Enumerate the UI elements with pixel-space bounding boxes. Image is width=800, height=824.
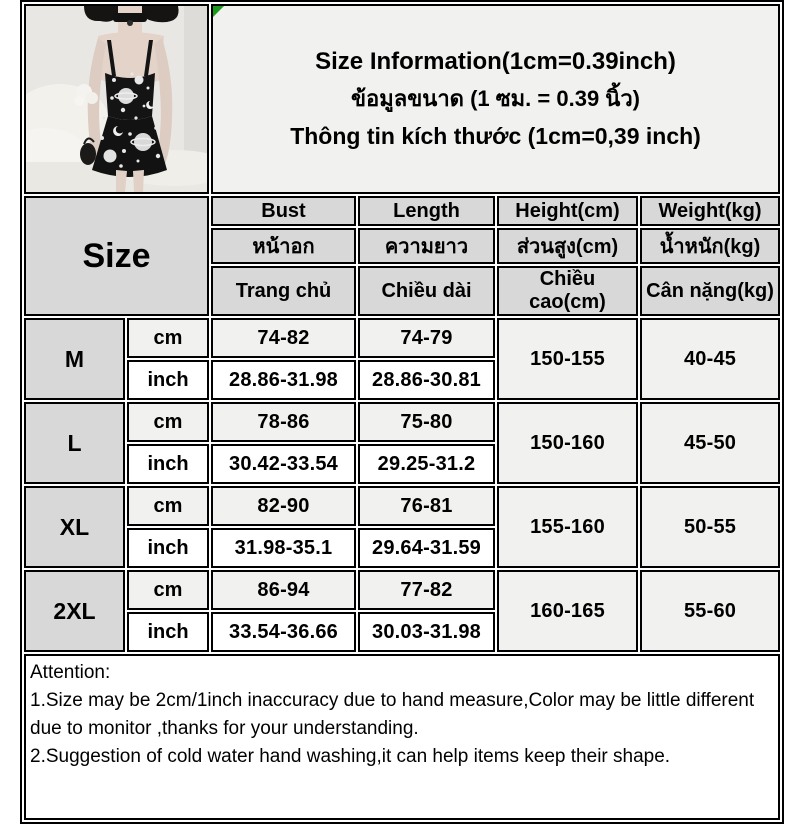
size-label-2xl: 2XL [24, 570, 125, 652]
product-photo [24, 4, 209, 194]
header-weight-en: Weight(kg) [640, 196, 780, 226]
header-bust-th: หน้าอก [211, 228, 356, 264]
product-photo-illustration [26, 6, 209, 192]
size-table [20, 0, 784, 824]
2xl-length-inch: 30.03-31.98 [358, 612, 495, 652]
unit-cm: cm [127, 486, 209, 526]
size-label-m: M [24, 318, 125, 400]
header-height-th: ส่วนสูง(cm) [497, 228, 638, 264]
unit-cm: cm [127, 402, 209, 442]
l-length-inch: 29.25-31.2 [358, 444, 495, 484]
top-banner-row [24, 4, 780, 194]
unit-cm: cm [127, 570, 209, 610]
unit-inch: inch [127, 528, 209, 568]
unit-inch: inch [127, 444, 209, 484]
attention-row [24, 654, 780, 820]
xl-length-cm: 76-81 [358, 486, 495, 526]
m-length-inch: 28.86-30.81 [358, 360, 495, 400]
m-length-cm: 74-79 [358, 318, 495, 358]
2xl-weight: 55-60 [640, 570, 780, 652]
size-info-title-panel [211, 4, 780, 194]
unit-cm: cm [127, 318, 209, 358]
header-length-vi: Chiều dài [358, 266, 495, 316]
2xl-height: 160-165 [497, 570, 638, 652]
attention-heading: Attention: [30, 662, 111, 683]
header-bust-en: Bust [211, 196, 356, 226]
xl-bust-cm: 82-90 [211, 486, 356, 526]
header-bust-vi: Trang chủ [211, 266, 356, 316]
xl-height: 155-160 [497, 486, 638, 568]
2xl-length-cm: 77-82 [358, 570, 495, 610]
title-thai: ข้อมูลขนาด (1 ซม. = 0.39 นิ้ว) [351, 86, 641, 111]
m-bust-cm: 74-82 [211, 318, 356, 358]
2xl-bust-inch: 33.54-36.66 [211, 612, 356, 652]
green-corner-marker-icon [213, 6, 224, 17]
row-l-cm [24, 402, 780, 442]
l-weight: 45-50 [640, 402, 780, 484]
l-height: 150-160 [497, 402, 638, 484]
row-2xl-cm [24, 570, 780, 610]
l-length-cm: 75-80 [358, 402, 495, 442]
xl-bust-inch: 31.98-35.1 [211, 528, 356, 568]
size-corner-header: Size [24, 196, 209, 316]
header-weight-th: น้ำหนัก(kg) [640, 228, 780, 264]
header-height-en: Height(cm) [497, 196, 638, 226]
attention-notes [24, 654, 780, 820]
attention-item-1: 1.Size may be 2cm/1inch inaccuracy due to hand measure,Color may be little different due to monitor ,thanks for your understanding. [30, 690, 755, 739]
m-bust-inch: 28.86-31.98 [211, 360, 356, 400]
m-weight: 40-45 [640, 318, 780, 400]
2xl-bust-cm: 86-94 [211, 570, 356, 610]
xl-weight: 50-55 [640, 486, 780, 568]
row-xl-cm [24, 486, 780, 526]
title-vietnamese: Thông tin kích thước (1cm=0,39 inch) [290, 123, 701, 149]
m-height: 150-155 [497, 318, 638, 400]
size-label-l: L [24, 402, 125, 484]
unit-inch: inch [127, 612, 209, 652]
unit-inch: inch [127, 360, 209, 400]
attention-item-2: 2.Suggestion of cold water hand washing,it can help items keep their shape. [30, 746, 671, 767]
size-label-xl: XL [24, 486, 125, 568]
title-english: Size Information(1cm=0.39inch) [315, 48, 676, 75]
size-chart-sheet [20, 0, 780, 824]
header-length-en: Length [358, 196, 495, 226]
l-bust-cm: 78-86 [211, 402, 356, 442]
row-m-cm [24, 318, 780, 358]
header-row-english [24, 196, 780, 226]
xl-length-inch: 29.64-31.59 [358, 528, 495, 568]
header-height-vi: Chiều cao(cm) [497, 266, 638, 316]
header-length-th: ความยาว [358, 228, 495, 264]
header-weight-vi: Cân nặng(kg) [640, 266, 780, 316]
l-bust-inch: 30.42-33.54 [211, 444, 356, 484]
